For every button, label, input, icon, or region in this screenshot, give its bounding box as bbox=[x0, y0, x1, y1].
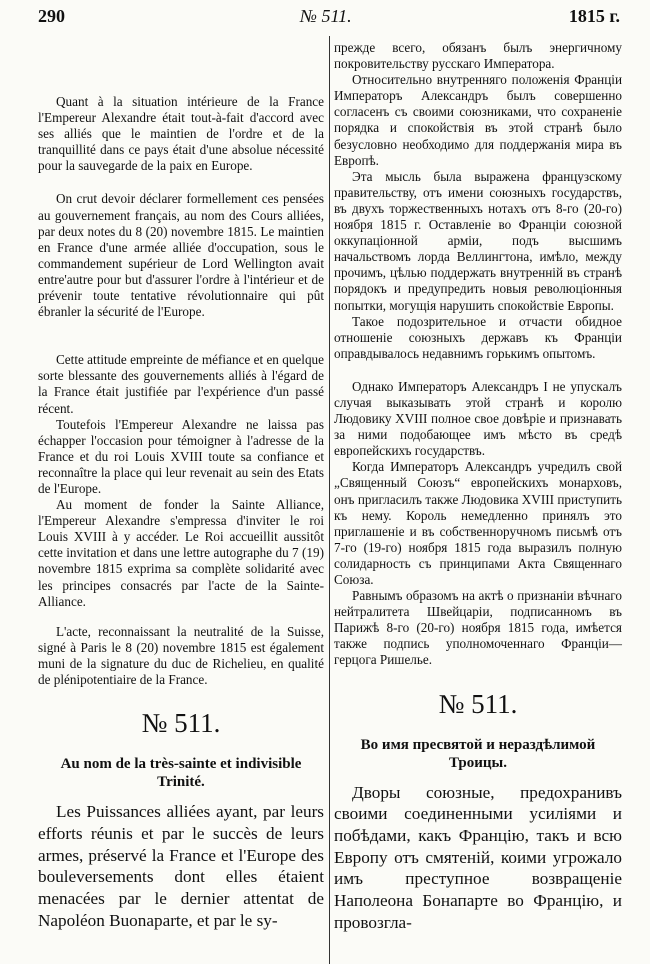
fr-paragraph-6: L'acte, reconnaissant la neutralité de la Suisse, signé à Paris le 8 (20) novembre 1815 est également muni de la signature du duc de Richelieu, en qualité de plénipotentiaire de la France. bbox=[38, 623, 324, 687]
running-year: 1815 г. bbox=[568, 6, 620, 26]
ru-treaty-number: № 511. bbox=[438, 688, 518, 719]
ru-paragraph-5: Однако Императоръ Александръ I не упускалъ случая выказывать этой странѣ и королю Людовику XVIII полное свое довѣріе и признавать за ними подобающее имъ мѣсто въ средѣ европейскихъ государствъ. bbox=[334, 378, 622, 459]
page-number: 290 bbox=[38, 6, 65, 26]
ru-invocation: Во имя пресвятой и нераздѣлимой Троицы. bbox=[360, 736, 596, 771]
fr-paragraph-4: Toutefois l'Empereur Alexandre ne laissa pas échapper l'occasion pour témoigner à l'adresse de la France et du roi Louis XVIII toute sa confiance et reconnaître la place qui leur revenait au sein des Etats de l'Europe. bbox=[38, 416, 324, 496]
page-header bbox=[0, 6, 650, 34]
fr-treaty-text: Les Puissances alliées ayant, par leurs efforts réunis et par le succès de leurs armes, préservé la France et l'Europe des bouleversements dont elles étaient menacées par le dernier attentat de Napoléon Buonaparte, et par le sy- bbox=[38, 802, 324, 930]
russian-column bbox=[334, 40, 622, 933]
fr-paragraph-1: Quant à la situation intérieure de la France l'Empereur Alexandre était tout-à-fait d'accord avec ses alliés que le maintien de l'ordre et de la tranquillité dans ce pays était d'une absolue nécessité pour la sauvegarde de la paix en Europe. bbox=[38, 94, 324, 174]
ru-paragraph-4: Такое подозрительное и отчасти обидное отношеніе союзныхъ державъ къ Франціи оправдывалось недавнимъ горькимъ опытомъ. bbox=[334, 313, 622, 361]
ru-paragraph-1: прежде всего, обязанъ былъ энергичному покровительству русскаго Императора. bbox=[334, 40, 622, 72]
fr-paragraph-5: Au moment de fonder la Sainte Alliance, l'Empereur Alexandre s'empressa d'inviter le roi Louis XVIII à y accéder. Le Roi accueillit aussitôt cette invitation et dans une lettre autographe du 7 (19) novembre 1815 exprima sa complète solidarité avec les principes consacrés par l'acte de la Sainte-Alliance. bbox=[38, 497, 324, 609]
ru-paragraph-2: Относительно внутренняго положенія Франціи Императоръ Александръ былъ совершенно согласенъ съ своими союзниками, что сохраненіе порядка и спокойствія въ этой странѣ было безусловно необходимо для поддержанія мира въ Европѣ. bbox=[334, 72, 622, 168]
column-divider bbox=[329, 36, 330, 964]
running-treaty-ref: № 511. bbox=[300, 6, 352, 26]
fr-treaty-number: № 511. bbox=[141, 708, 221, 739]
french-column bbox=[38, 40, 324, 931]
fr-paragraph-3: Cette attitude empreinte de méfiance et en quelque sorte blessante des gouvernements alliés à l'égard de la France était justifiée par l'expérience d'un passé récent. bbox=[38, 352, 324, 416]
fr-invocation: Au nom de la très-sainte et indivisible Trinité. bbox=[60, 756, 302, 791]
fr-paragraph-2: On crut devoir déclarer formellement ces pensées au gouvernement français, au nom des Cours alliées, par deux notes du 8 (20) novembre 1815. Le maintien en France d'une armée alliée d'occupation, sous le commandement supérieur de Lord Wellington avait entre'autre pour but d'assurer l'ordre à l'intérieur et de prévenir toute tentative révolutionnaire qui pût ébranler la sécurité de l'Europe. bbox=[38, 191, 324, 320]
ru-paragraph-3: Эта мысль была выражена французскому правительству, отъ имени союзныхъ государствъ, въ двухъ торжественныхъ нотахъ отъ 8-го (20-го) ноября 1815 г. Оставленіе во Франціи союзной оккупаціонной арміи, подъ высшимъ начальствомъ лорда Веллингтона, имѣло, между прочимъ, цѣлью поддержать внутренній въ странѣ порядокъ и предупредить новыя революціонныя попытки, могущія нарушить спокойствіе Европы. bbox=[334, 168, 622, 313]
ru-treaty-text: Дворы союзные, предохранивъ своими соединенными усиліями и побѣдами, какъ Францію, такъ и всю Европу отъ смятеній, коими угрожало имъ преступное возвращеніе Наполеона Бонапарте во Францію, и провозгла- bbox=[334, 782, 622, 932]
ru-paragraph-6: Когда Императоръ Александръ учредилъ свой „Священный Союзъ“ европейскихъ монарховъ, онъ пригласилъ также Людовика XVIII приступить къ нему. Король немедленно принялъ это приглашеніе и въ собственноручномъ письмѣ отъ 7-го (19-го) ноября 1815 года выразилъ полную солидарность съ принципами Акта Священнаго Союза. bbox=[334, 459, 622, 587]
ru-paragraph-7: Равнымъ образомъ на актѣ о признаніи вѣчнаго нейтралитета Швейцаріи, подписанномъ въ Парижѣ 8-го (20-го) ноября 1815 года, имѣется также подпись уполномоченнаго Франціи—герцога Ришелье. bbox=[334, 588, 622, 668]
